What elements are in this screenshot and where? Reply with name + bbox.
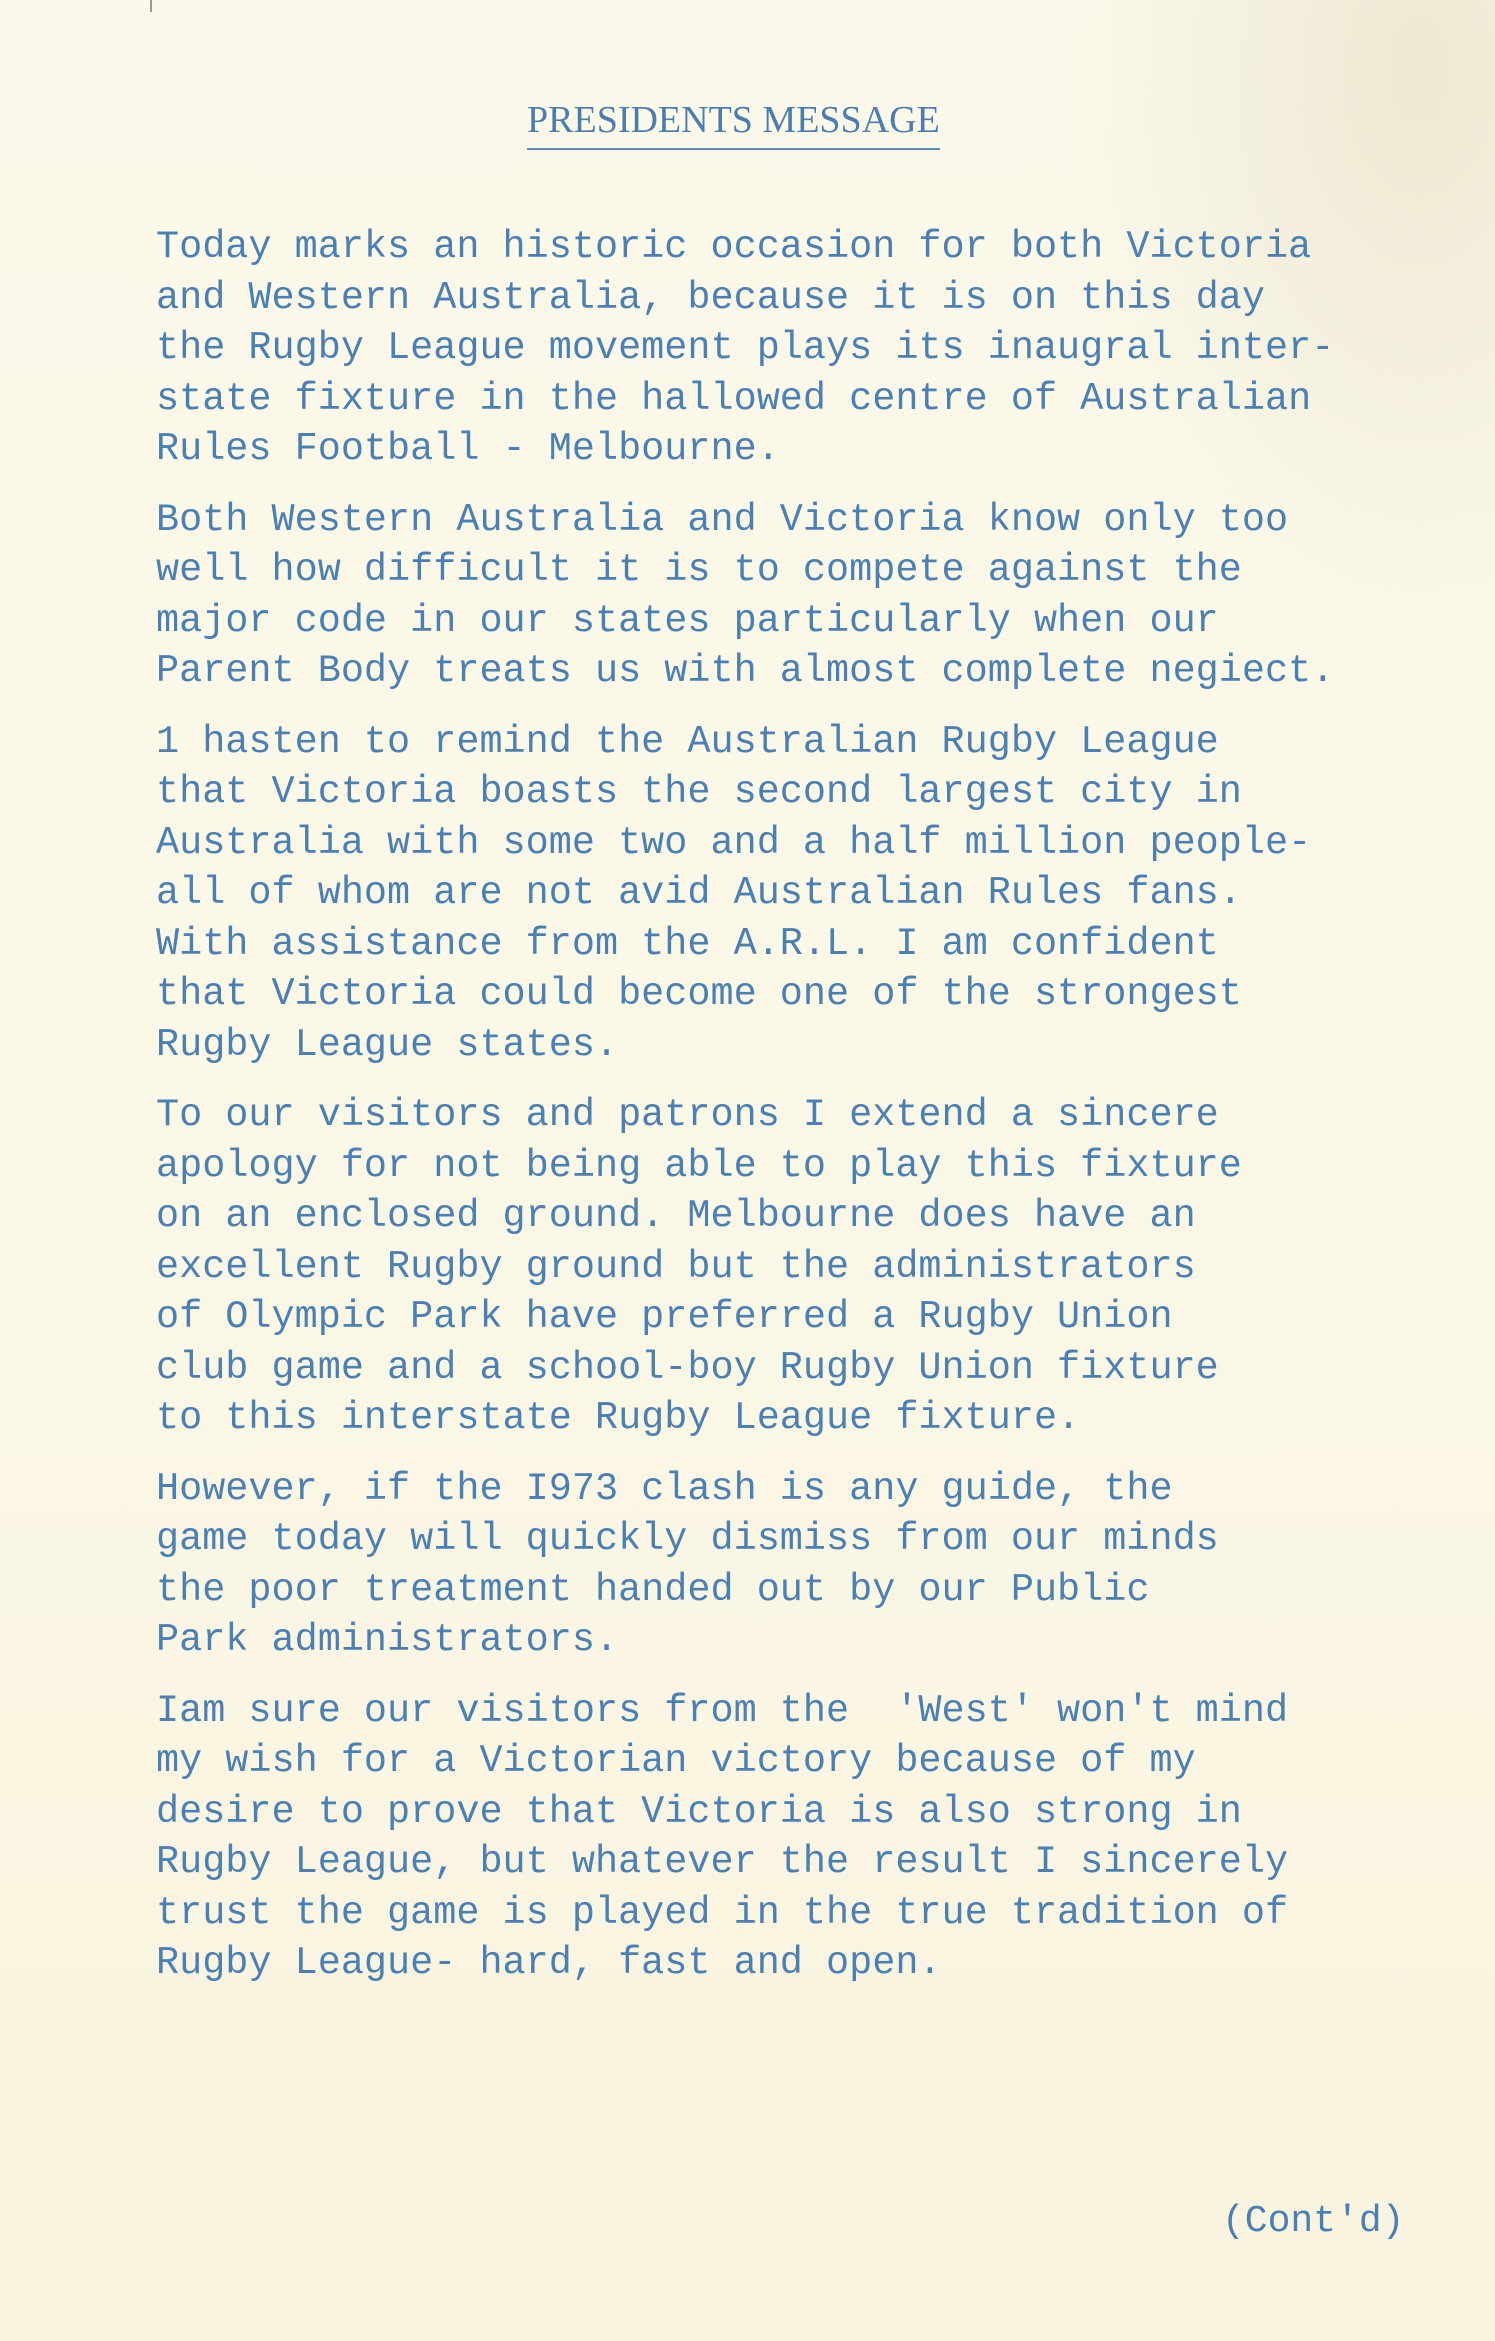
text-line: Rugby League- hard, fast and open.: [156, 1941, 942, 1985]
page-title: PRESIDENTS MESSAGE: [527, 98, 940, 150]
text-line: Iam sure our visitors from the 'West' won't mind: [156, 1688, 1289, 1733]
text-line: Rugby League, but whatever the result I sincerely: [156, 1840, 1289, 1884]
text-line: Parent Body treats us with almost complete negiect.: [156, 649, 1335, 693]
text-line: Park administrators.: [156, 1618, 619, 1662]
text-line: my wish for a Victorian victory because of my: [156, 1739, 1196, 1783]
text-line: club game and a school-boy Rugby Union fixture: [156, 1345, 1219, 1390]
text-line: trust the game is played in the true tradition of: [156, 1890, 1289, 1935]
text-line: desire to prove that Victoria is also strong in: [156, 1789, 1242, 1834]
paragraph-6: [156, 1686, 1436, 1989]
text-line: Australia with some two and a half million people-: [156, 820, 1312, 865]
message-body: [156, 222, 1436, 2009]
text-line: 1 hasten to remind the Australian Rugby League: [156, 719, 1219, 764]
text-line: With assistance from the A.R.L. I am confident: [156, 921, 1219, 966]
text-line: that Victoria could become one of the strongest: [156, 972, 1242, 1016]
paragraph-1: [156, 222, 1436, 475]
text-line: all of whom are not avid Australian Rules fans.: [156, 871, 1242, 915]
text-line: to this interstate Rugby League fixture.: [156, 1396, 1081, 1440]
text-line: and Western Australia, because it is on this day: [156, 275, 1265, 320]
text-line: Today marks an historic occasion for both Victoria: [156, 225, 1312, 269]
paragraph-3: [156, 717, 1436, 1071]
continued-note: (Cont'd): [1222, 2200, 1405, 2243]
paper-mark: [150, 0, 152, 12]
text-line: game today will quickly dismiss from our minds: [156, 1517, 1219, 1561]
text-line: well how difficult it is to compete against the: [156, 548, 1242, 592]
text-line: Rules Football - Melbourne.: [156, 427, 780, 471]
text-line: that Victoria boasts the second largest city in: [156, 770, 1242, 814]
text-line: the poor treatment handed out by our Public: [156, 1567, 1150, 1612]
text-line: However, if the I973 clash is any guide, the: [156, 1466, 1173, 1511]
text-line: excellent Rugby ground but the administrators: [156, 1244, 1196, 1289]
paragraph-2: [156, 495, 1436, 697]
text-line: major code in our states particularly when our: [156, 598, 1219, 643]
text-line: apology for not being able to play this fixture: [156, 1143, 1242, 1188]
paragraph-4: [156, 1090, 1436, 1444]
text-line: on an enclosed ground. Melbourne does have an: [156, 1194, 1196, 1238]
text-line: Both Western Australia and Victoria know only too: [156, 497, 1289, 542]
paragraph-5: [156, 1464, 1436, 1666]
text-line: of Olympic Park have preferred a Rugby Union: [156, 1295, 1173, 1339]
text-line: state fixture in the hallowed centre of Australian: [156, 376, 1312, 421]
text-line: the Rugby League movement plays its inaugral inter-: [156, 326, 1335, 370]
text-line: Rugby League states.: [156, 1022, 619, 1067]
text-line: To our visitors and patrons I extend a sincere: [156, 1093, 1219, 1137]
